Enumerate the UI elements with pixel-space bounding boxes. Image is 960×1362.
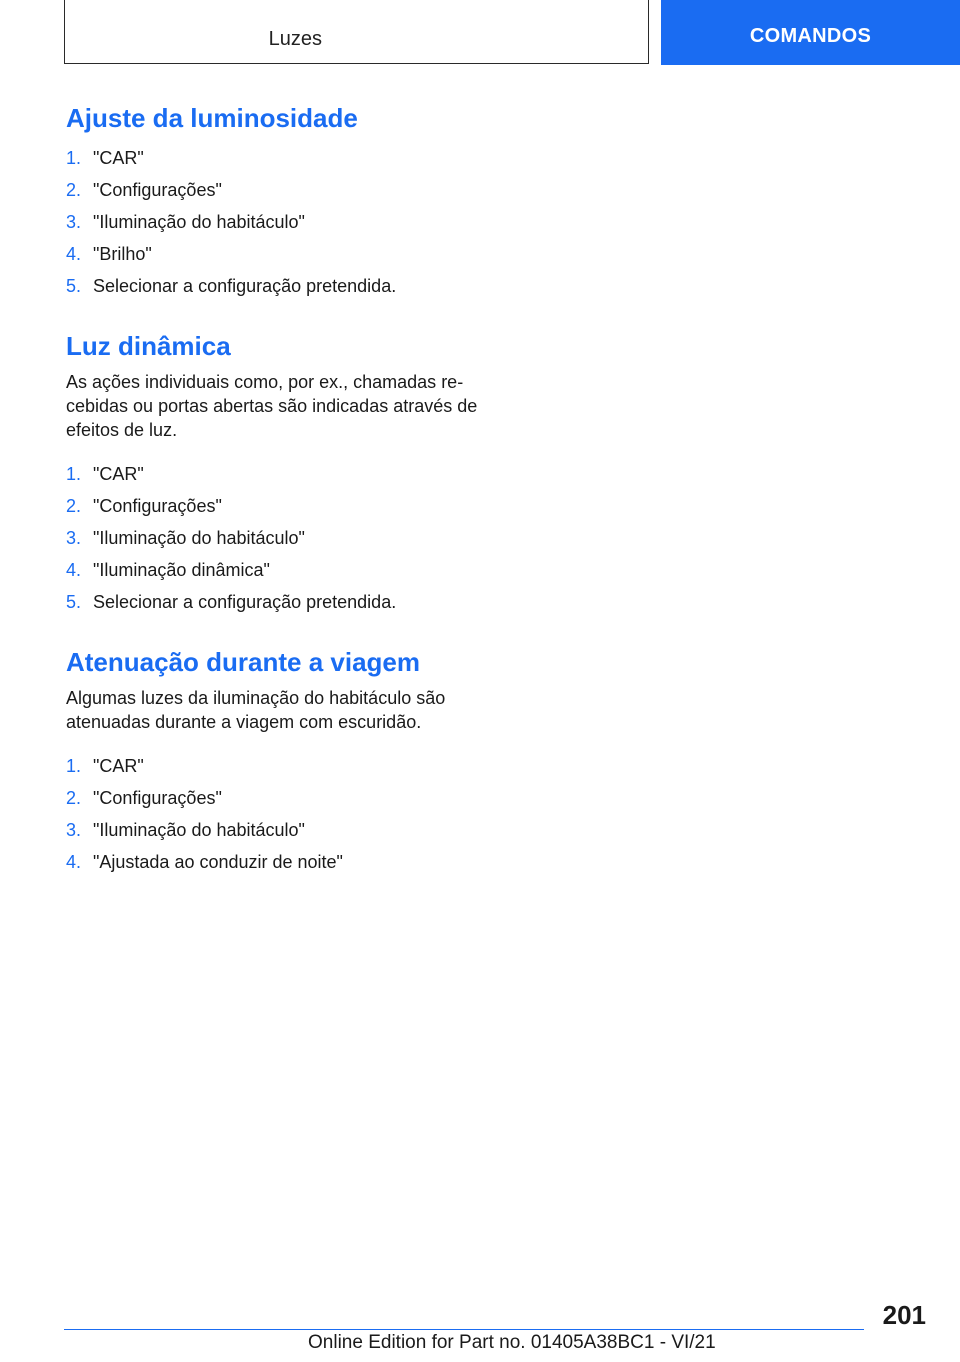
step-text: "Iluminação do habitáculo" — [93, 528, 305, 548]
step-number: 1. — [66, 464, 82, 484]
section-title: Ajuste da luminosidade — [66, 103, 358, 133]
list-item — [66, 174, 486, 206]
step-number: 5. — [66, 276, 82, 296]
list-item — [66, 846, 486, 878]
list-item — [66, 490, 486, 522]
step-number: 3. — [66, 528, 82, 548]
edition-note: Online Edition for Part no. 01405A38BC1 - VI/21 — [308, 1332, 716, 1353]
list-item — [66, 554, 486, 586]
list-item — [66, 238, 486, 270]
step-text: Selecionar a configuração pretendida. — [93, 592, 397, 612]
list-item — [66, 522, 486, 554]
step-text: "CAR" — [93, 464, 144, 484]
footer-divider — [64, 1329, 864, 1330]
step-text: "CAR" — [93, 756, 144, 776]
page-content — [66, 100, 486, 904]
step-text: "Configurações" — [93, 496, 222, 516]
list-item — [66, 814, 486, 846]
header-frame — [64, 0, 649, 64]
step-text: "Configurações" — [93, 788, 222, 808]
list-item — [66, 270, 486, 302]
step-number: 1. — [66, 756, 82, 776]
section-title: Luz dinâmica — [66, 331, 231, 361]
section-title: Atenuação durante a viagem — [66, 647, 420, 677]
step-text: Selecionar a configuração pretendida. — [93, 276, 397, 296]
chapter-tab: COMANDOS — [661, 0, 960, 65]
step-text: "Iluminação do habitáculo" — [93, 212, 305, 232]
step-text: "CAR" — [93, 148, 144, 168]
step-number: 5. — [66, 592, 82, 612]
list-item — [66, 750, 486, 782]
step-number: 2. — [66, 496, 82, 516]
section-intro: As ações individuais como, por ex., chamadas re-cebidas ou portas abertas são indicadas através de efeitos de luz. — [66, 372, 478, 440]
list-item — [66, 206, 486, 238]
step-text: "Brilho" — [93, 244, 152, 264]
step-number: 2. — [66, 788, 82, 808]
step-number: 3. — [66, 212, 82, 232]
section-brightness — [66, 100, 486, 302]
section-dynamic-light — [66, 328, 486, 618]
step-number: 4. — [66, 560, 82, 580]
section-label: Luzes — [268, 28, 322, 50]
step-text: "Ajustada ao conduzir de noite" — [93, 852, 343, 872]
steps-list — [66, 458, 486, 618]
step-number: 4. — [66, 852, 82, 872]
list-item — [66, 142, 486, 174]
section-dimming — [66, 644, 486, 878]
step-text: "Configurações" — [93, 180, 222, 200]
page-number: 201 — [882, 1300, 926, 1330]
list-item — [66, 586, 486, 618]
list-item — [66, 782, 486, 814]
step-number: 1. — [66, 148, 82, 168]
section-intro: Algumas luzes da iluminação do habitáculo são atenuadas durante a viagem com escuridão. — [66, 688, 446, 732]
step-number: 3. — [66, 820, 82, 840]
step-number: 2. — [66, 180, 82, 200]
step-text: "Iluminação dinâmica" — [93, 560, 270, 580]
step-number: 4. — [66, 244, 82, 264]
steps-list — [66, 142, 486, 302]
list-item — [66, 458, 486, 490]
step-text: "Iluminação do habitáculo" — [93, 820, 305, 840]
steps-list — [66, 750, 486, 878]
